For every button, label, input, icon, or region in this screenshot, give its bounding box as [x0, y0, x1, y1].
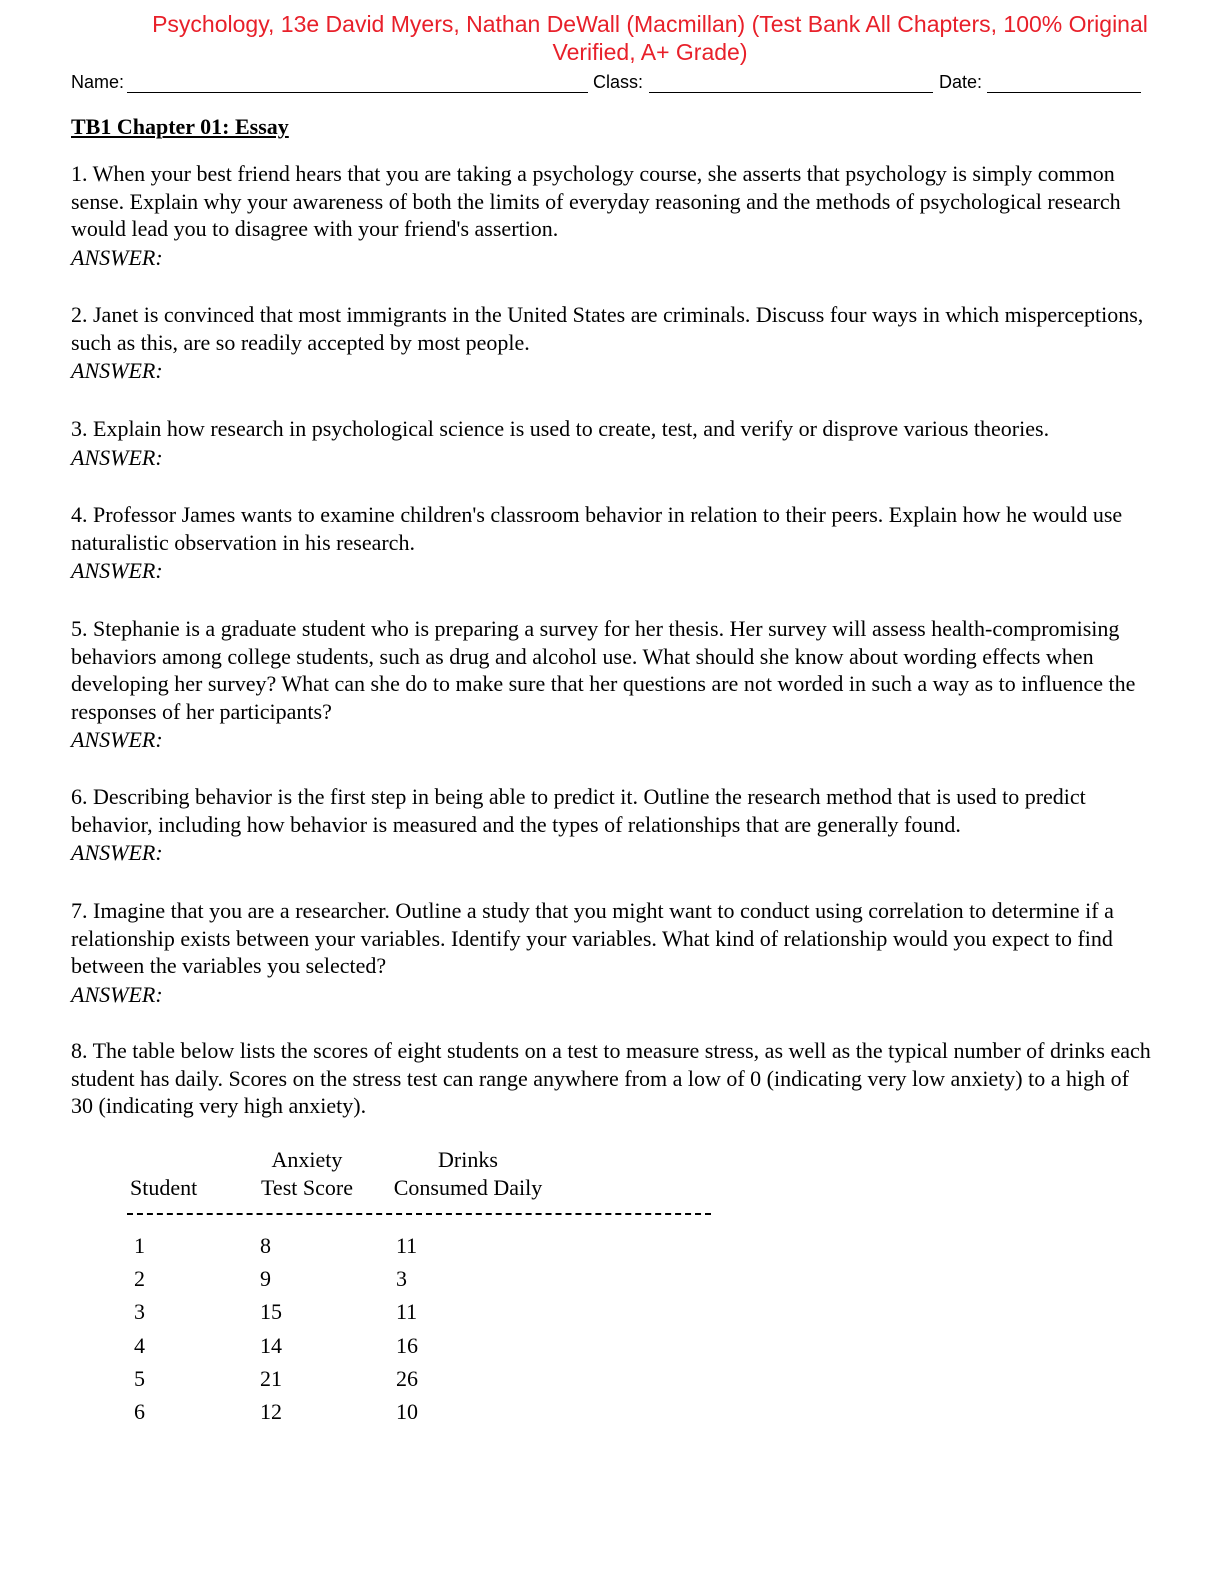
name-label: Name: [71, 72, 125, 92]
class-field-line [649, 92, 933, 93]
question-3 [71, 415, 1171, 473]
header-fields [71, 72, 1141, 96]
cell-anxiety: 21 [260, 1366, 282, 1391]
cell-student: 4 [134, 1333, 145, 1358]
answer-label: ANSWER: [71, 358, 163, 383]
question-2 [71, 301, 1151, 386]
date-field-line [987, 92, 1141, 93]
cell-student: 5 [134, 1366, 145, 1391]
cell-drinks: 3 [396, 1266, 407, 1291]
banner-line-2: Verified, A+ Grade) [552, 39, 748, 65]
question-text: 3. Explain how research in psychological science is used to create, test, and verify or disprove various theories. [71, 416, 1050, 441]
answer-label: ANSWER: [71, 244, 163, 270]
question-text: 4. Professor James wants to examine children's classroom behavior in relation to their peers. Explain how he would use naturalistic observation in his research. [71, 502, 1123, 555]
question-5 [71, 615, 1151, 755]
cell-anxiety: 9 [260, 1266, 271, 1291]
question-7 [71, 897, 1151, 1010]
cell-student: 1 [134, 1233, 145, 1258]
cell-drinks: 10 [396, 1399, 418, 1424]
cell-student: 2 [134, 1266, 145, 1291]
answer-label: ANSWER: [71, 840, 163, 865]
cell-anxiety: 8 [260, 1233, 271, 1258]
cell-drinks: 11 [396, 1233, 418, 1258]
cell-drinks: 11 [396, 1299, 418, 1324]
question-text: 5. Stephanie is a graduate student who is preparing a survey for her thesis. Her survey will assess health-compromising behaviors among college students, such as drug and alcohol use. What should she know about wording effects when developing her survey? What can she do to make sure that her questions are not worded in such a way as to influence the responses of her participants? [71, 616, 1136, 724]
cell-drinks: 26 [396, 1366, 418, 1391]
page-title: TB1 Chapter 01: Essay [71, 114, 289, 139]
question-8 [71, 1037, 1156, 1120]
answer-label: ANSWER: [71, 981, 163, 1007]
header-rule [127, 1213, 711, 1215]
cell-student: 3 [134, 1299, 145, 1324]
cell-student: 6 [134, 1399, 145, 1424]
cell-anxiety: 14 [260, 1333, 282, 1358]
header-student: Student [130, 1175, 198, 1200]
answer-label: ANSWER: [71, 558, 163, 583]
cell-drinks: 16 [396, 1333, 418, 1358]
answer-label: ANSWER: [71, 727, 163, 752]
watermark-banner [120, 10, 1180, 66]
name-field-line [127, 92, 588, 93]
header-drinks-line-2: Consumed Daily [393, 1175, 543, 1200]
date-label: Date: [939, 72, 983, 92]
question-1 [71, 160, 1151, 273]
header-anxiety-line-2: Test Score [261, 1175, 353, 1200]
cell-anxiety: 15 [260, 1299, 282, 1324]
header-drinks-line-1: Drinks [438, 1147, 498, 1172]
question-text: 6. Describing behavior is the first step in being able to predict it. Outline the research method that is used to predict behavior, including how behavior is measured and the types of relationships that are generally found. [71, 784, 1086, 837]
question-text: 1. When your best friend hears that you are taking a psychology course, she asserts that psychology is simply common sense. Explain why your awareness of both the limits of everyday reasoning and the methods of psychological research would lead you to disagree with your friend's assertion. [71, 161, 1121, 241]
question-text: 7. Imagine that you are a researcher. Outline a study that you might want to conduct using correlation to determine if a relationship exists between your variables. Identify your variables. What kind of relationship would you expect to find between the variables you selected? [71, 898, 1114, 978]
banner-line-1: Psychology, 13e David Myers, Nathan DeWall (Macmillan) (Test Bank All Chapters, 100% Original [152, 11, 1148, 37]
question-text: 2. Janet is convinced that most immigrants in the United States are criminals. Discuss four ways in which misperceptions, such as this, are so readily accepted by most people. [71, 302, 1144, 355]
answer-label: ANSWER: [71, 444, 163, 470]
question-6 [71, 783, 1151, 868]
class-label: Class: [593, 72, 644, 92]
question-4 [71, 501, 1151, 586]
header-anxiety-line-1: Anxiety [271, 1147, 343, 1172]
question-text: 8. The table below lists the scores of eight students on a test to measure stress, as well as the typical number of drinks each student has daily. Scores on the stress test can range anywhere from a low of 0 (indicating very low anxiety) to a high of 30 (indicating very high anxiety). [71, 1038, 1151, 1118]
cell-anxiety: 12 [260, 1399, 282, 1424]
